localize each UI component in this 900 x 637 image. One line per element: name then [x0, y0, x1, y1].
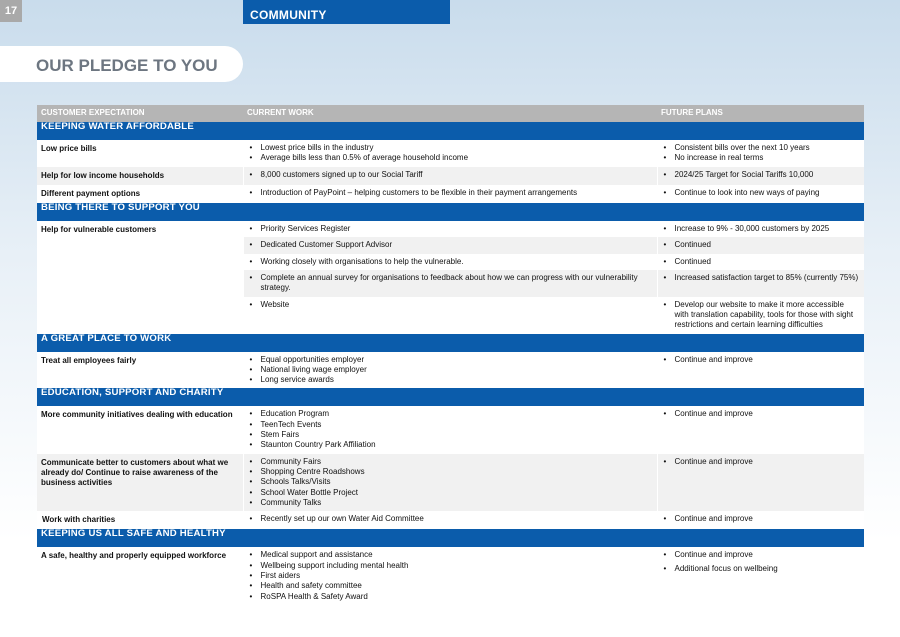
list-item: • Stem Fairs — [248, 430, 653, 440]
list-item: • Continue and improve — [662, 514, 861, 524]
list-item: • Website — [248, 300, 653, 310]
section-safety: KEEPING US ALL SAFE AND HEALTHY — [37, 529, 864, 547]
list-item: • Community Talks — [248, 498, 653, 508]
expectation-cell: Work with charities — [37, 511, 243, 529]
list-item: • RoSPA Health & Safety Award — [248, 592, 653, 602]
page-number: 17 — [0, 0, 22, 22]
list-item: • Develop our website to make it more accessible with translation capability, tools for those with sight restrictions and certain learning difficulties — [662, 300, 861, 331]
list-item: • Increase to 9% - 30,000 customers by 2025 — [662, 224, 861, 234]
table-row — [37, 352, 864, 389]
list-item: • Continue and improve — [662, 355, 861, 365]
table-row — [37, 406, 864, 453]
list-item: • Increased satisfaction target to 85% (currently 75%) — [662, 273, 861, 283]
pledge-table — [37, 105, 864, 605]
list-item: • Additional focus on wellbeing — [662, 564, 861, 574]
list-item: • Introduction of PayPoint – helping customers to be flexible in their payment arrangements — [248, 188, 653, 198]
list-item: • School Water Bottle Project — [248, 488, 653, 498]
list-item: • Wellbeing support including mental health — [248, 561, 653, 571]
list-item: • National living wage employer — [248, 365, 653, 375]
table-row — [37, 511, 864, 529]
list-item: • Continued — [662, 257, 861, 267]
list-item: • Equal opportunities employer — [248, 355, 653, 365]
list-item: • Staunton Country Park Affiliation — [248, 440, 653, 450]
section-education: EDUCATION, SUPPORT AND CHARITY — [37, 388, 864, 406]
table-row — [37, 185, 864, 203]
section-affordable: KEEPING WATER AFFORDABLE — [37, 122, 864, 140]
list-item: • Dedicated Customer Support Advisor — [248, 240, 653, 250]
section-work: A GREAT PLACE TO WORK — [37, 334, 864, 352]
list-item: • Average bills less than 0.5% of average household income — [248, 153, 653, 163]
list-item: • Working closely with organisations to help the vulnerable. — [248, 257, 653, 267]
expectation-cell: Low price bills — [37, 140, 243, 167]
list-item: • Continue to look into new ways of paying — [662, 188, 861, 198]
expectation-cell: A safe, healthy and properly equipped workforce — [37, 547, 243, 604]
list-item: • No increase in real terms — [662, 153, 861, 163]
expectation-cell: Communicate better to customers about what we already do/ Continue to raise awareness of the business activities — [37, 454, 243, 511]
table-row — [37, 221, 864, 237]
expectation-cell: Treat all employees fairly — [37, 352, 243, 389]
list-item: • Lowest price bills in the industry — [248, 143, 653, 153]
header-future-plans: FUTURE PLANS — [657, 105, 864, 122]
table-header-row — [37, 105, 864, 122]
list-item: • Priority Services Register — [248, 224, 653, 234]
section-support: BEING THERE TO SUPPORT YOU — [37, 203, 864, 221]
expectation-cell: Help for vulnerable customers — [37, 221, 243, 333]
list-item: • Education Program — [248, 409, 653, 419]
list-item: • First aiders — [248, 571, 653, 581]
expectation-cell: Help for low income households — [37, 167, 243, 185]
list-item: • Consistent bills over the next 10 years — [662, 143, 861, 153]
list-item: • Continue and improve — [662, 457, 861, 467]
expectation-cell: Different payment options — [37, 185, 243, 203]
table-row — [37, 167, 864, 185]
list-item: • Complete an annual survey for organisations to feedback about how we can progress with our vulnerability strategy. — [248, 273, 653, 294]
list-item: • Medical support and assistance — [248, 550, 653, 560]
list-item: • 2024/25 Target for Social Tariffs 10,000 — [662, 170, 861, 180]
list-item: • TeenTech Events — [248, 420, 653, 430]
table-row — [37, 547, 864, 604]
list-item: • Continue and improve — [662, 409, 861, 419]
list-item: • Schools Talks/Visits — [248, 477, 653, 487]
list-item: • Long service awards — [248, 375, 653, 385]
list-item: • Shopping Centre Roadshows — [248, 467, 653, 477]
list-item: • Community Fairs — [248, 457, 653, 467]
table-row — [37, 140, 864, 167]
section-tab: COMMUNITY — [243, 0, 450, 24]
table-row — [37, 454, 864, 511]
header-expectation: CUSTOMER EXPECTATION — [37, 105, 243, 122]
expectation-cell: More community initiatives dealing with education — [37, 406, 243, 453]
list-item: • Continued — [662, 240, 861, 250]
page-title: OUR PLEDGE TO YOU — [0, 46, 243, 82]
list-item: • Health and safety committee — [248, 581, 653, 591]
list-item: • 8,000 customers signed up to our Social Tariff — [248, 170, 653, 180]
header-current-work: CURRENT WORK — [243, 105, 657, 122]
list-item: • Continue and improve — [662, 550, 861, 560]
list-item: • Recently set up our own Water Aid Committee — [248, 514, 653, 524]
